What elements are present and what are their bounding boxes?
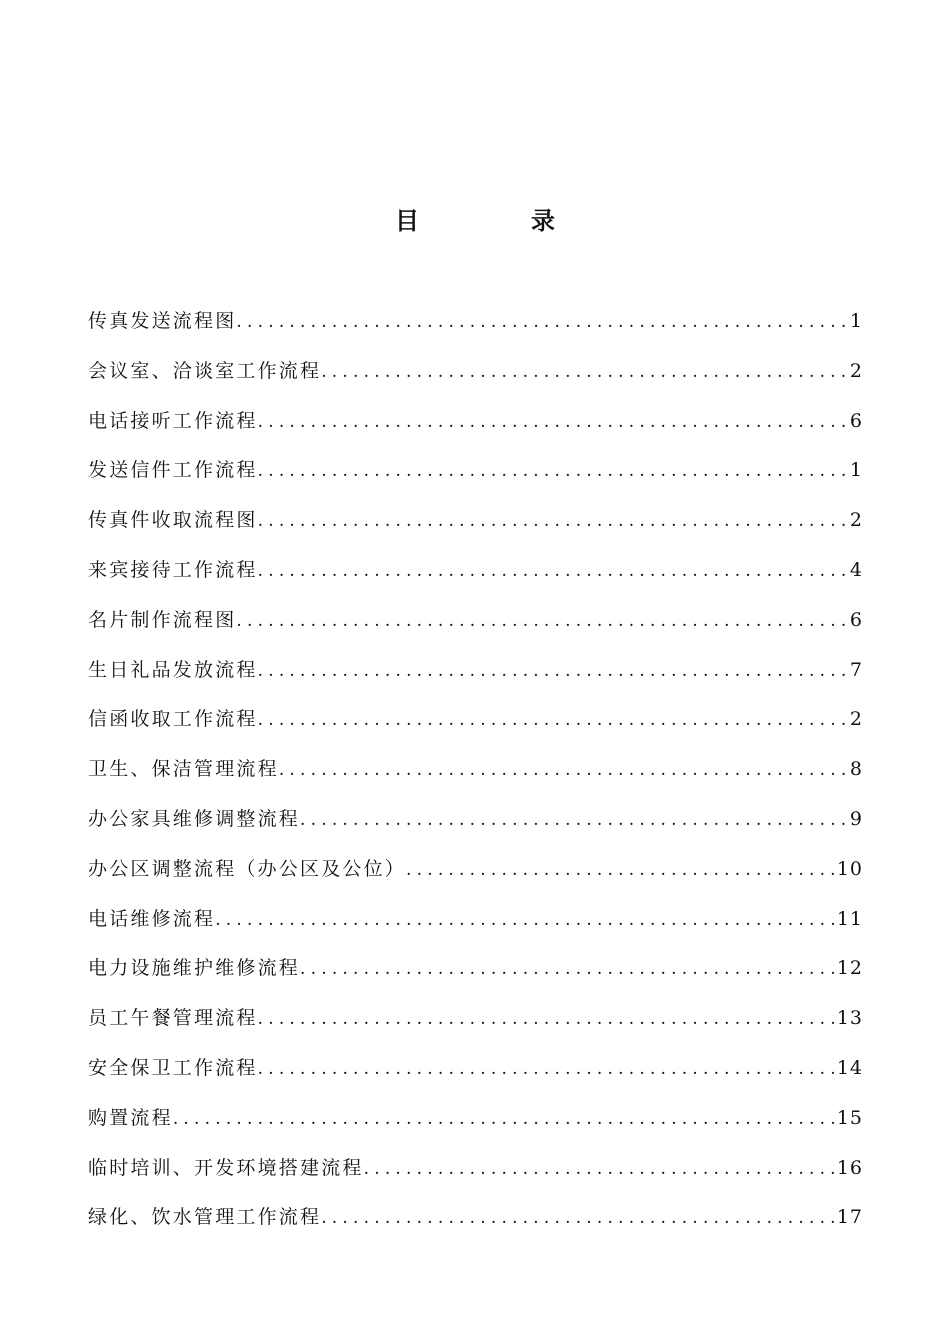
toc-entry[interactable] [88, 702, 863, 752]
toc-dot-leader [258, 654, 848, 688]
table-of-contents [88, 304, 863, 1250]
toc-dot-leader [321, 1201, 835, 1235]
toc-page-number: 16 [836, 1156, 863, 1179]
toc-dot-leader [364, 1152, 835, 1186]
toc-dot-leader [258, 405, 848, 439]
toc-dot-leader [258, 1052, 835, 1086]
toc-entry-label: 电话维修流程 [88, 907, 216, 930]
toc-entry-label: 购置流程 [88, 1106, 173, 1129]
toc-dot-leader [173, 1102, 835, 1136]
toc-page-number: 10 [836, 857, 863, 880]
toc-entry[interactable] [88, 752, 863, 802]
toc-entry[interactable] [88, 1051, 863, 1101]
toc-entry[interactable] [88, 902, 863, 952]
toc-entry-label: 电话接听工作流程 [88, 409, 258, 432]
toc-page-number: 4 [849, 558, 863, 581]
toc-dot-leader [258, 454, 848, 488]
toc-entry-label: 会议室、洽谈室工作流程 [88, 359, 322, 382]
toc-entry[interactable] [88, 1101, 863, 1151]
toc-dot-leader [215, 903, 835, 937]
toc-dot-leader [300, 803, 848, 837]
toc-page-number: 14 [836, 1056, 863, 1079]
toc-entry-label: 安全保卫工作流程 [88, 1056, 258, 1079]
toc-entry[interactable] [88, 653, 863, 703]
toc-page-number: 9 [849, 807, 863, 830]
toc-entry-label: 卫生、保洁管理流程 [88, 758, 279, 781]
toc-entry-label: 名片制作流程图 [88, 608, 237, 631]
toc-dot-leader [300, 952, 835, 986]
toc-dot-leader [258, 703, 848, 737]
toc-dot-leader [236, 305, 848, 339]
toc-dot-leader [321, 355, 848, 389]
toc-entry[interactable] [88, 404, 863, 454]
toc-page-number: 15 [836, 1106, 863, 1129]
toc-entry[interactable] [88, 1151, 863, 1201]
toc-entry[interactable] [88, 354, 863, 404]
toc-entry[interactable] [88, 304, 863, 354]
toc-page-number: 2 [849, 509, 863, 532]
toc-dot-leader [258, 554, 848, 588]
toc-page-number: 1 [849, 459, 863, 482]
toc-entry[interactable] [88, 1001, 863, 1051]
toc-page-number: 8 [849, 758, 863, 781]
toc-page-number: 13 [836, 1007, 863, 1030]
toc-entry-label: 员工午餐管理流程 [88, 1007, 258, 1030]
toc-entry-label: 来宾接待工作流程 [88, 558, 258, 581]
toc-entry-label: 办公家具维修调整流程 [88, 807, 301, 830]
toc-entry-label: 办公区调整流程（办公区及公位） [88, 857, 407, 880]
toc-page-number: 2 [849, 708, 863, 731]
toc-entry[interactable] [88, 1200, 863, 1250]
toc-entry[interactable] [88, 852, 863, 902]
toc-dot-leader [258, 1002, 835, 1036]
toc-dot-leader [406, 853, 835, 887]
toc-entry[interactable] [88, 951, 863, 1001]
toc-entry-label: 传真件收取流程图 [88, 509, 258, 532]
toc-entry-label: 电力设施维护维修流程 [88, 957, 301, 980]
toc-entry[interactable] [88, 453, 863, 503]
toc-entry-label: 传真发送流程图 [88, 310, 237, 332]
toc-entry[interactable] [88, 553, 863, 603]
toc-page-number: 1 [849, 310, 863, 332]
toc-page-number: 6 [849, 608, 863, 631]
page-title: 目 录 [395, 206, 599, 235]
toc-entry[interactable] [88, 603, 863, 653]
toc-page-number: 11 [836, 907, 863, 930]
toc-entry-label: 信函收取工作流程 [88, 708, 258, 731]
toc-page-number: 17 [836, 1206, 863, 1229]
toc-dot-leader [258, 504, 848, 538]
toc-entry[interactable] [88, 802, 863, 852]
toc-page-number: 12 [836, 957, 863, 980]
toc-dot-leader [279, 753, 848, 787]
toc-entry-label: 临时培训、开发环境搭建流程 [88, 1156, 364, 1179]
toc-entry-label: 生日礼品发放流程 [88, 658, 258, 681]
toc-dot-leader [236, 604, 848, 638]
toc-page-number: 6 [849, 409, 863, 432]
toc-entry-label: 绿化、饮水管理工作流程 [88, 1206, 322, 1229]
toc-page-number: 2 [849, 359, 863, 382]
toc-entry-label: 发送信件工作流程 [88, 459, 258, 482]
toc-entry[interactable] [88, 503, 863, 553]
toc-page-number: 7 [849, 658, 863, 681]
